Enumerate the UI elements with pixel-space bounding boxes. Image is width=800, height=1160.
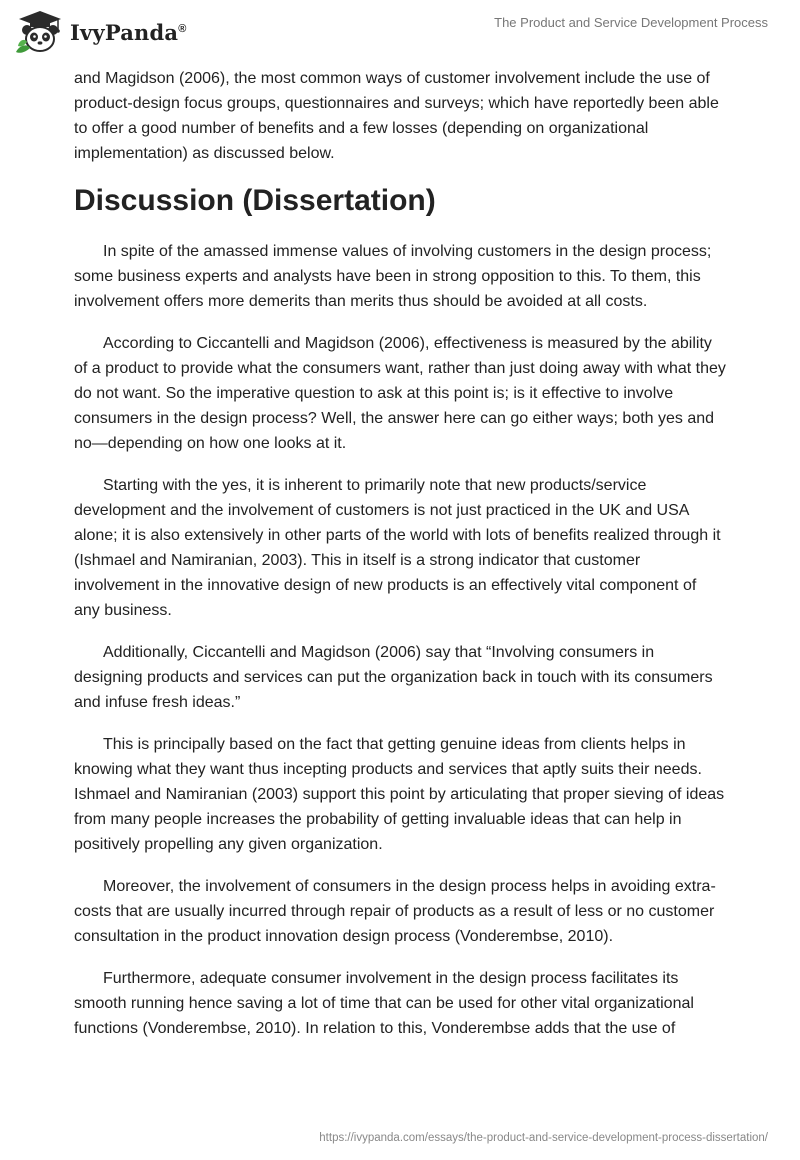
registered-mark: ® [178,22,187,35]
document-title: The Product and Service Development Process [494,15,768,30]
panda-graduate-icon [14,8,66,56]
body-paragraph: Furthermore, adequate consumer involvement in the design process facilitates its smooth running hence saving a lot of time that can be used for other vital organizational functions (Vonderembse, 2010). In relation to this, Vonderembse adds that the use of [74,970,694,1037]
body-paragraph: According to Ciccantelli and Magidson (2006), effectiveness is measured by the ability of a product to provide what the consumers want, rather than just doing away with what they do not want. So the imperative question to ask at this point is; is it effective to involve consumers in the design process? Well, the answer here can go either ways; both yes and no—depending on how one looks at it. [74,335,726,452]
section-heading: Discussion (Dissertation) [74,184,436,217]
page-header [0,0,800,62]
body-paragraph: Additionally, Ciccantelli and Magidson (2006) say that “Involving consumers in designing products and services can put the organization back in touch with its consumers and infuse fresh ideas.” [74,644,713,711]
logo-wordmark: IvyPanda® [70,19,187,45]
essay-content [74,66,726,1058]
body-paragraph: Moreover, the involvement of consumers in the design process helps in avoiding extra-costs that are usually incurred through repair of products as a result of less or no customer consultation in the product innovation design process (Vonderembse, 2010). [74,878,716,945]
body-paragraph: In spite of the amassed immense values of involving customers in the design process; some business experts and analysts have been in strong opposition to this. To them, this involvement offers more demerits than merits thus should be avoided at all costs. [74,243,712,310]
body-paragraph: Starting with the yes, it is inherent to primarily note that new products/service development and the involvement of customers is not just practiced in the UK and USA alone; it is also extensively in other parts of the world with lots of benefits realized through it (Ishmael and Namiranian, 2003). This in itself is a strong indicator that customer involvement in the innovative design of new products is an effectively vital component of any business. [74,477,721,619]
intro-paragraph: and Magidson (2006), the most common ways of customer involvement include the use of product-design focus groups, questionnaires and surveys; which have reportedly been able to offer a good number of benefits and a few losses (depending on organizational implementation) as discussed below. [74,70,719,162]
ivypanda-logo[interactable] [14,8,187,56]
source-url[interactable]: https://ivypanda.com/essays/the-product-and-service-development-process-dissertation/ [319,1132,768,1144]
body-paragraph: This is principally based on the fact that getting genuine ideas from clients helps in knowing what they want thus incepting products and services that aptly suits their needs. Ishmael and Namiranian (2003) support this point by articulating that proper sieving of ideas from many people increases the probability of getting invaluable ideas that can help in positively propelling any given organization. [74,736,725,853]
